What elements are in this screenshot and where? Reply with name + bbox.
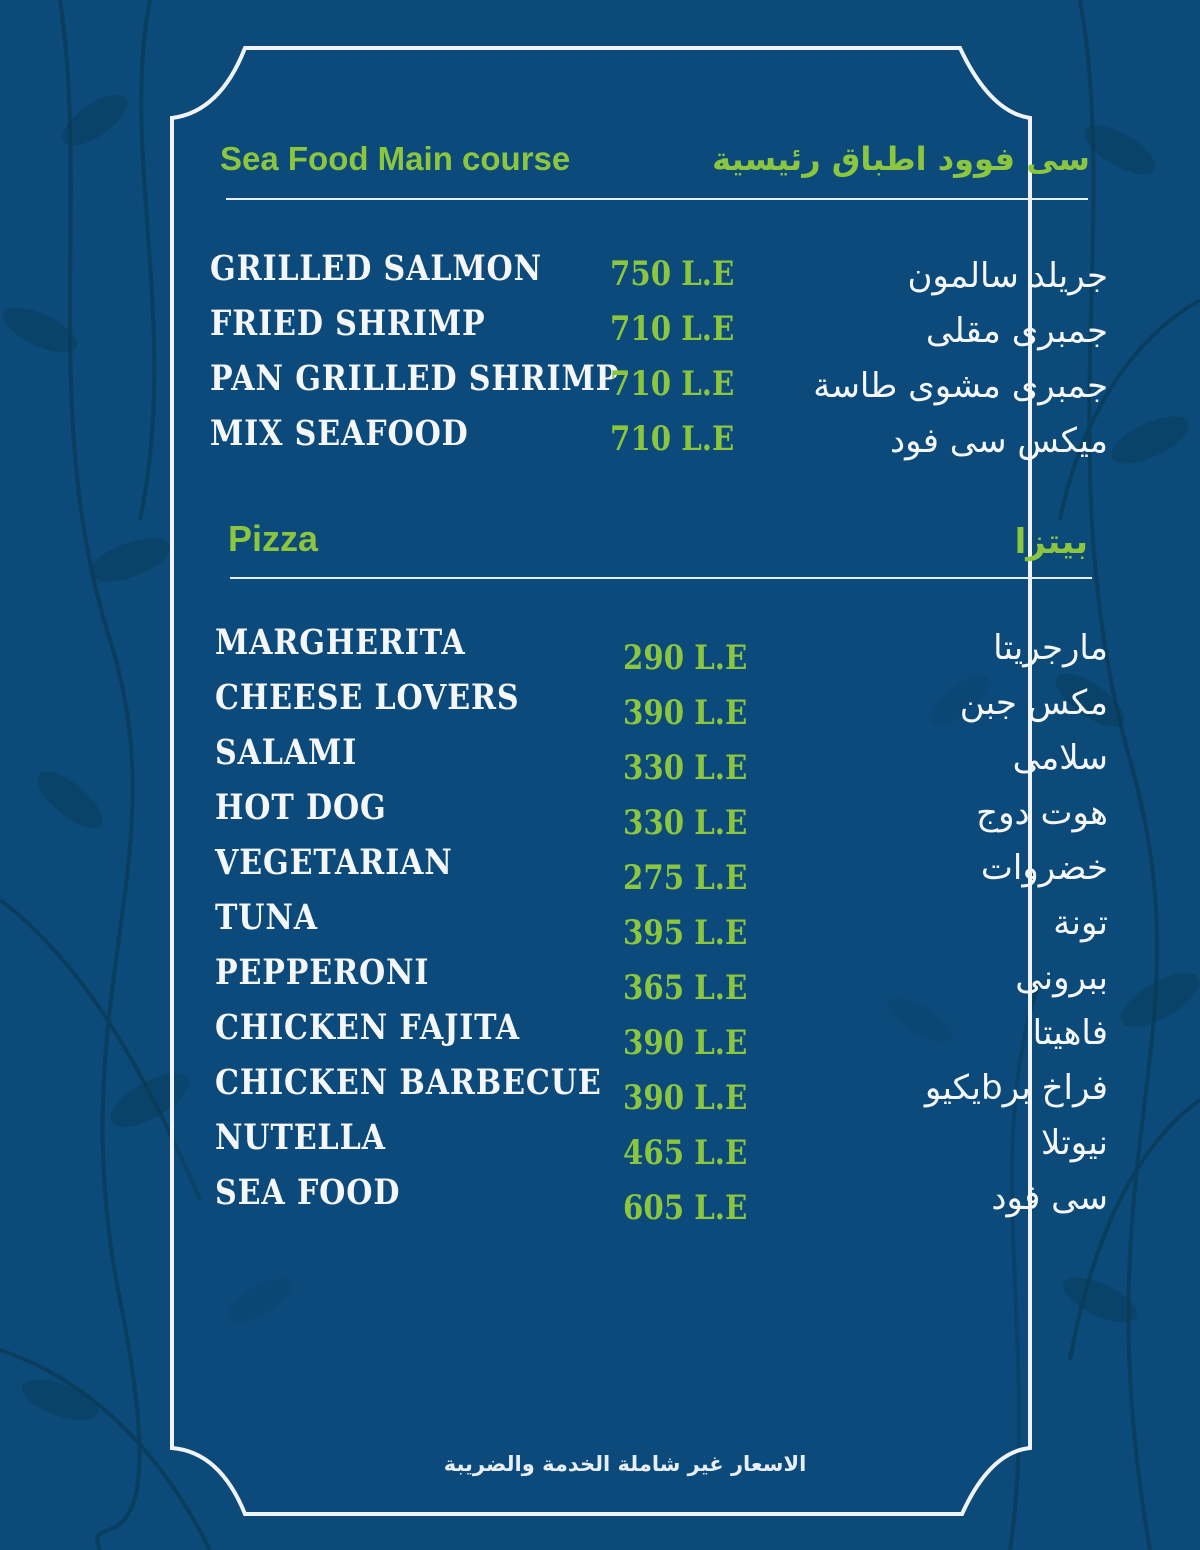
pizza-title-ar: بيتزا (1014, 522, 1088, 562)
item-name-ar: سى فود (991, 1178, 1108, 1218)
item-price: 750 L.E (610, 254, 735, 294)
item-name-ar: فاهيتا (1032, 1013, 1108, 1053)
seafood-title-ar: سى فوود اطباق رئيسية (712, 140, 1090, 178)
item-price: 465 L.E (623, 1133, 748, 1173)
item-name-ar: جمبرى مقلى (925, 311, 1108, 351)
item-price: 710 L.E (610, 419, 735, 459)
item-price: 390 L.E (623, 1023, 748, 1063)
item-name-ar: جريلد سالمون (907, 256, 1108, 296)
item-name-ar: فراخ برbيكيو (924, 1068, 1108, 1108)
item-price: 710 L.E (610, 309, 735, 349)
pizza-title-en: Pizza (228, 518, 319, 559)
item-price: 390 L.E (623, 1078, 748, 1118)
item-name-ar: جمبرى مشوى طاسة (813, 366, 1108, 406)
item-name-ar: هوت دوج (976, 793, 1108, 833)
item-name-en: MARGHERITA (215, 622, 466, 663)
item-price: 605 L.E (623, 1188, 748, 1228)
pizza-divider (230, 577, 1092, 579)
item-name-en: TUNA (215, 897, 318, 938)
item-price: 275 L.E (623, 858, 748, 898)
item-name-en: PEPPERONI (215, 952, 430, 993)
item-name-ar: مكس جبن (959, 683, 1108, 723)
item-name-en: SEA FOOD (215, 1172, 401, 1213)
item-name-en: CHICKEN FAJITA (215, 1007, 520, 1048)
item-name-en: HOT DOG (215, 787, 387, 828)
item-name-en: SALAMI (215, 732, 358, 773)
seafood-title-en: Sea Food Main course (220, 140, 571, 177)
item-name-en: VEGETARIAN (215, 842, 453, 883)
item-name-ar: تونة (1053, 903, 1108, 943)
item-price: 390 L.E (623, 693, 748, 733)
seafood-divider (226, 198, 1088, 200)
item-name-ar: ببرونى (1015, 958, 1108, 998)
item-name-ar: نيوتلا (1040, 1123, 1108, 1163)
item-name-en: CHICKEN BARBECUE (215, 1062, 602, 1103)
item-name-ar: مارجريتا (993, 628, 1108, 668)
price-disclaimer: الاسعار غير شاملة الخدمة والضريبة (443, 1452, 807, 1476)
item-name-en: MIX SEAFOOD (210, 413, 469, 454)
item-name-en: FRIED SHRIMP (210, 303, 486, 344)
item-name-en: GRILLED SALMON (210, 248, 543, 289)
item-price: 710 L.E (610, 364, 735, 404)
item-price: 290 L.E (623, 638, 748, 678)
item-name-en: PAN GRILLED SHRIMP (210, 358, 620, 399)
item-name-en: CHEESE LOVERS (215, 677, 520, 718)
item-price: 330 L.E (623, 748, 748, 788)
item-price: 365 L.E (623, 968, 748, 1008)
item-name-ar: سلامى (1012, 738, 1108, 778)
item-name-en: NUTELLA (215, 1117, 386, 1158)
item-price: 395 L.E (623, 913, 748, 953)
item-name-ar: ميكس سى فود (890, 421, 1108, 461)
item-name-ar: خضروات (980, 848, 1108, 888)
item-price: 330 L.E (623, 803, 748, 843)
